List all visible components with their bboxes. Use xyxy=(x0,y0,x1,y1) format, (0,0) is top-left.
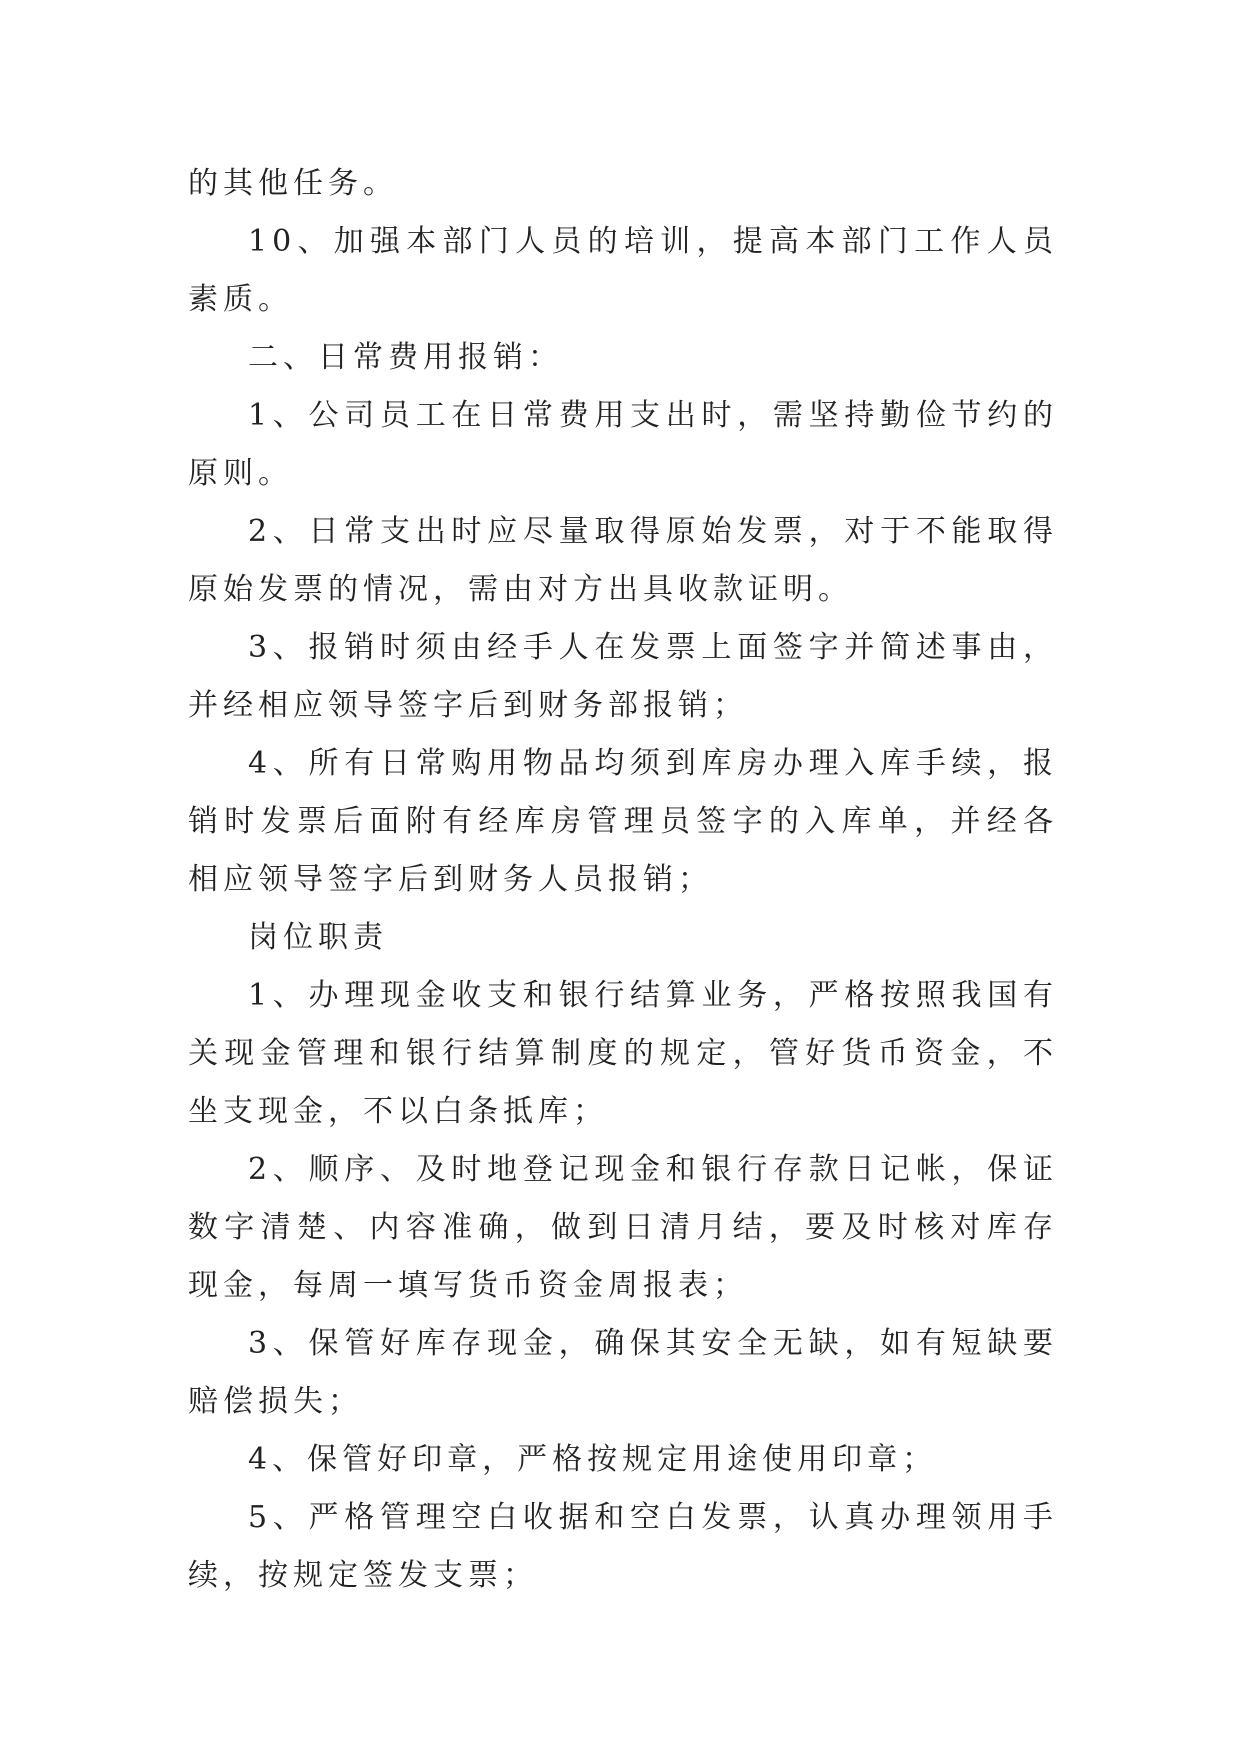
section-heading-job-duties: 岗位职责 xyxy=(248,920,388,955)
paragraph-item-3: 3、报销时须由经手人在发票上面签字并简述事由，并经相应领导签字后到财务部报销； xyxy=(188,630,1058,723)
duty-item-2: 2、顺序、及时地登记现金和银行存款日记帐，保证数字清楚、内容准确，做到日清月结，要及时核对库存现金，每周一填写货币资金周报表； xyxy=(188,1152,1058,1303)
duty-item-4: 4、保管好印章，严格按规定用途使用印章； xyxy=(248,1442,938,1477)
paragraph-item-1: 1、公司员工在日常费用支出时，需坚持勤俭节约的原则。 xyxy=(188,398,1058,491)
section-heading-expense-reimbursement: 二、日常费用报销： xyxy=(248,340,563,375)
document-body xyxy=(188,155,1058,1605)
paragraph-item-2: 2、日常支出时应尽量取得原始发票，对于不能取得原始发票的情况，需由对方出具收款证明。 xyxy=(188,514,1058,607)
paragraph-item-4: 4、所有日常购用物品均须到库房办理入库手续，报销时发票后面附有经库房管理员签字的入库单，并经各相应领导签字后到财务人员报销； xyxy=(188,746,1058,897)
duty-item-5: 5、严格管理空白收据和空白发票，认真办理领用手续，按规定签发支票； xyxy=(188,1500,1058,1593)
duty-item-3: 3、保管好库存现金，确保其安全无缺，如有短缺要赔偿损失； xyxy=(188,1326,1058,1419)
paragraph-item-10: 10、加强本部门人员的培训，提高本部门工作人员素质。 xyxy=(188,224,1058,317)
paragraph-continuation: 的其他任务。 xyxy=(188,166,398,201)
duty-item-1: 1、办理现金收支和银行结算业务，严格按照我国有关现金管理和银行结算制度的规定，管好货币资金，不坐支现金，不以白条抵库； xyxy=(188,978,1058,1129)
